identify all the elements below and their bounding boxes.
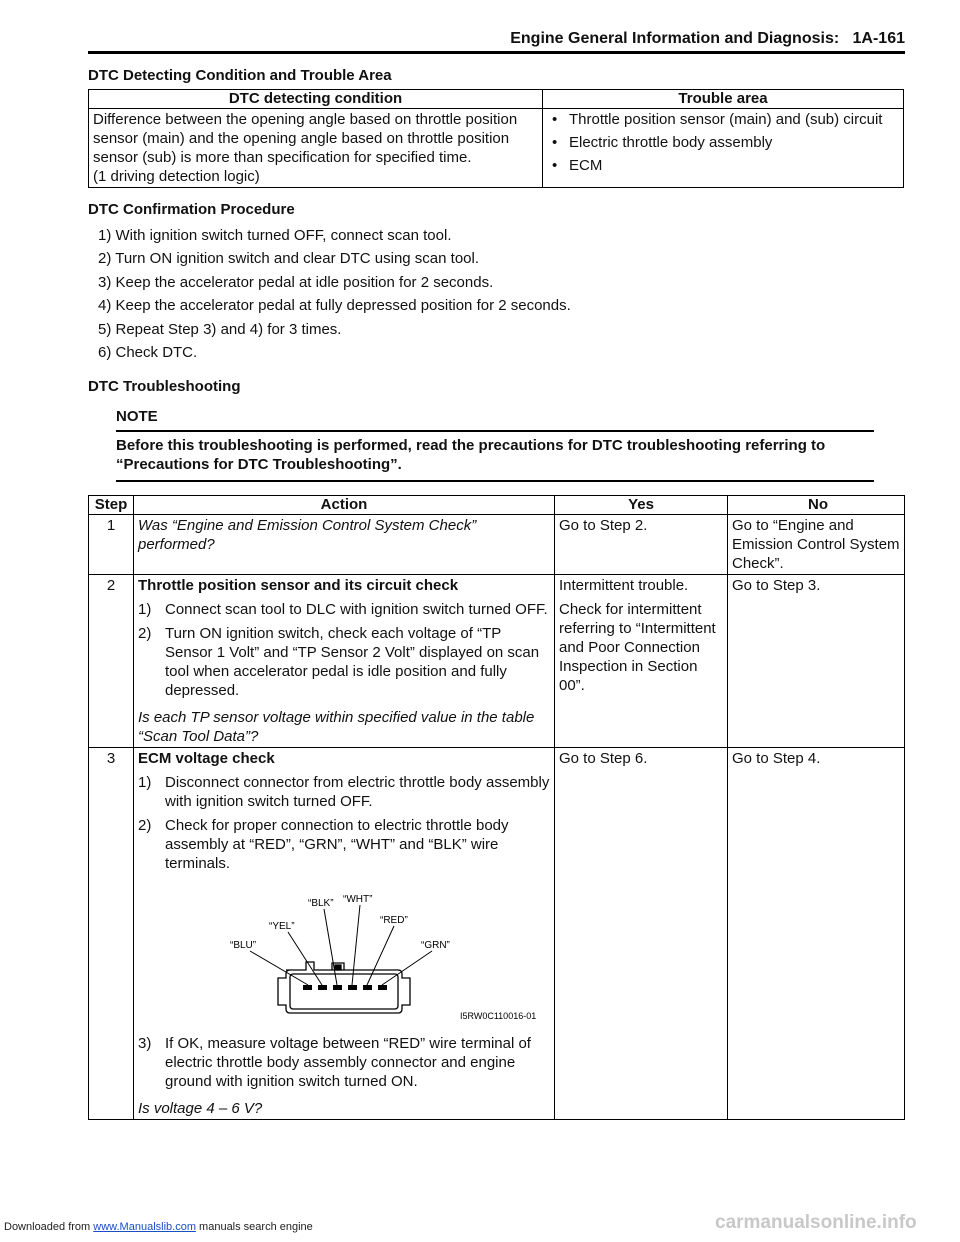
step-number: 1: [89, 515, 134, 575]
troubleshooting-table: [88, 495, 905, 1120]
header-title: Engine General Information and Diagnosis:: [510, 30, 840, 47]
label-grn: “GRN”: [421, 940, 450, 951]
substep-text: If OK, measure voltage between “RED” wire terminal of electric throttle body assembly connector and engine ground with ignition switch turned ON.: [165, 1035, 531, 1090]
step-action-cell: [134, 748, 555, 1120]
trouble-area-item: • Electric throttle body assembly: [547, 133, 899, 152]
substep-text: Check for proper connection to electric throttle body assembly at “RED”, “GRN”, “WHT” and “BLK” wire terminals.: [165, 817, 509, 872]
substep-number: 1): [138, 601, 152, 618]
table-row: [89, 515, 905, 575]
col-step: Step: [89, 496, 134, 515]
note-label: NOTE: [116, 408, 158, 425]
step-title: ECM voltage check: [138, 750, 275, 767]
note-rule-bottom: [116, 480, 874, 482]
table-row: [89, 748, 905, 1120]
step-substep: [138, 624, 550, 700]
detect-condition-cell: [89, 109, 543, 188]
confirmation-step: 4) Keep the accelerator pedal at fully depressed position for 2 seconds.: [98, 297, 571, 315]
trouble-area-cell: [543, 109, 904, 188]
step-number: 2: [89, 575, 134, 748]
step-yes: Go to Step 2.: [555, 515, 728, 575]
detect-condition-note: (1 driving detection logic): [93, 168, 260, 185]
step-substep: [138, 773, 550, 811]
connector-outline: [278, 962, 410, 1013]
trouble-area-list: [547, 110, 899, 175]
step-yes: Go to Step 6.: [555, 748, 728, 1120]
col-action: Action: [134, 496, 555, 515]
page-header: [0, 30, 905, 48]
step-number: 3: [89, 748, 134, 1120]
substep-text: Disconnect connector from electric throttle body assembly with ignition switch turned OFF.: [165, 774, 550, 810]
note-rule-top: [116, 430, 874, 432]
figure-code: I5RW0C110016-01: [460, 1011, 537, 1021]
step-no: Go to “Engine and Emission Control System Check”.: [728, 515, 905, 575]
confirmation-step: 2) Turn ON ignition switch and clear DTC using scan tool.: [98, 250, 479, 268]
download-footer: [4, 1221, 313, 1233]
step-action: Was “Engine and Emission Control System Check” performed?: [134, 515, 555, 575]
detect-condition-text: Difference between the opening angle based on throttle position sensor (main) and the opening angle based on throttle position sensor (sub) is more than specification for specified time.: [93, 111, 518, 166]
confirmation-step: 1) With ignition switch turned OFF, connect scan tool.: [98, 227, 452, 244]
substep-text: Turn ON ignition switch, check each voltage of “TP Sensor 1 Volt” and “TP Sensor 2 Volt” displayed on scan tool when accelerator pedal is idle position and fully depressed.: [165, 625, 540, 699]
detect-col-trouble-area: Trouble area: [543, 90, 904, 109]
confirmation-step: 5) Repeat Step 3) and 4) for 3 times.: [98, 320, 342, 338]
detect-col-condition: DTC detecting condition: [89, 90, 543, 109]
connector-diagram: [138, 879, 550, 1029]
label-blu: “BLU”: [230, 940, 257, 951]
label-red: “RED”: [380, 915, 408, 926]
footer-suffix: manuals search engine: [199, 1221, 313, 1233]
col-yes: Yes: [555, 496, 728, 515]
footer-prefix: Downloaded from: [4, 1221, 91, 1233]
confirmation-step: 6) Check DTC.: [98, 343, 198, 361]
confirmation-list: [98, 224, 571, 364]
step-substep: [138, 1034, 550, 1091]
substep-number: 1): [138, 774, 152, 791]
step-no: Go to Step 3.: [728, 575, 905, 748]
step-substep: [138, 600, 550, 619]
watermark: carmanualsonline.info: [715, 1212, 917, 1233]
footer-link[interactable]: www.Manualslib.com: [93, 1221, 196, 1233]
substep-number: 2): [138, 625, 152, 642]
step-question: Is voltage 4 – 6 V?: [138, 1100, 263, 1117]
col-no: No: [728, 496, 905, 515]
step-no: Go to Step 4.: [728, 748, 905, 1120]
header-page-number: 1A-161: [852, 30, 905, 47]
confirmation-step: 3) Keep the accelerator pedal at idle position for 2 seconds.: [98, 273, 494, 291]
step-yes: Intermittent trouble.: [559, 577, 689, 594]
connector-pins: [303, 985, 387, 990]
trouble-area-item: • ECM: [547, 156, 899, 175]
step-question: Is each TP sensor voltage within specified value in the table “Scan Tool Data”?: [138, 709, 535, 745]
label-yel: “YEL”: [269, 921, 295, 932]
section-title-confirmation: DTC Confirmation Procedure: [88, 201, 295, 218]
detect-table: [88, 89, 904, 188]
section-title-detecting: DTC Detecting Condition and Trouble Area: [88, 67, 392, 84]
substep-number: 3): [138, 1035, 152, 1052]
section-title-troubleshooting: DTC Troubleshooting: [88, 378, 241, 395]
trouble-area-item: • Throttle position sensor (main) and (sub) circuit: [547, 110, 899, 129]
step-yes-detail: Check for intermittent referring to “Intermittent and Poor Connection Inspection in Section 00”.: [559, 601, 716, 694]
step-yes-cell: [555, 575, 728, 748]
substep-number: 2): [138, 817, 152, 834]
note-text: Before this troubleshooting is performed, read the precautions for DTC troubleshooting referring to “Precautions for DTC Troubleshooting”.: [116, 437, 826, 473]
table-row: [89, 575, 905, 748]
label-blk: “BLK”: [308, 898, 334, 909]
label-wht: “WHT”: [343, 894, 373, 905]
step-substep: [138, 816, 550, 873]
step-title: Throttle position sensor and its circuit check: [138, 577, 459, 594]
header-rule: [88, 51, 905, 54]
substep-text: Connect scan tool to DLC with ignition switch turned OFF.: [165, 601, 548, 618]
step-action-cell: [134, 575, 555, 748]
